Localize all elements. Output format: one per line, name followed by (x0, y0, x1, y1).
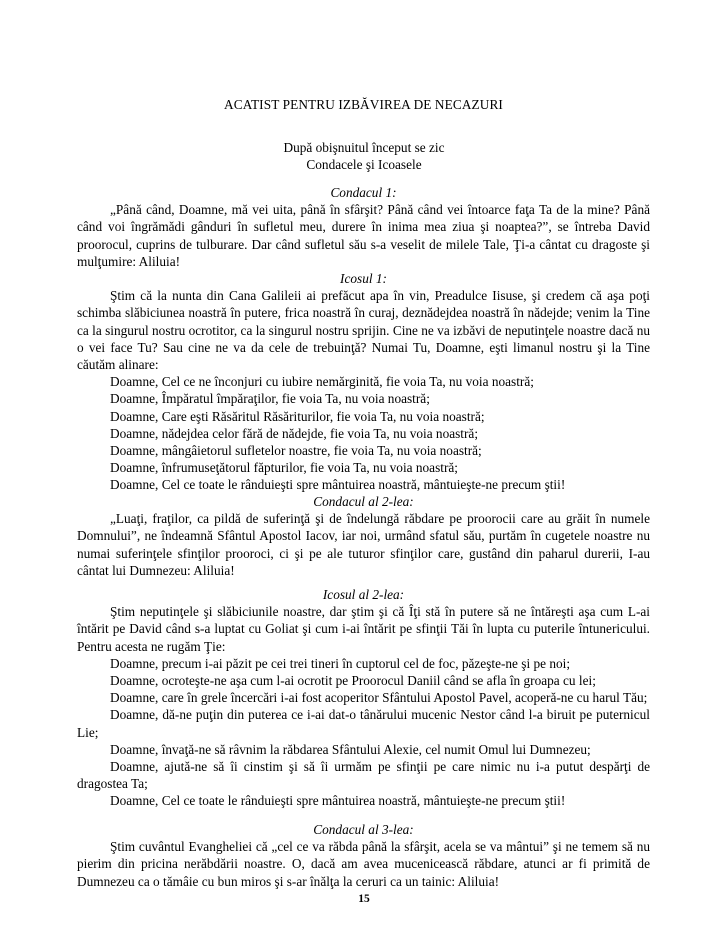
section-condac-3 (77, 821, 650, 890)
intro-line: Condacele şi Icoasele (306, 157, 422, 173)
intro-line: După obişnuitul început se zic (283, 140, 445, 155)
invocation-line: Doamne, înfrumuseţătorul făpturilor, fie voia Ta, nu voia noastră; (110, 460, 458, 476)
invocation-line: Doamne, Cel ce ne înconjuri cu iubire nemărginită, fie voia Ta, nu voia noastră; (110, 374, 534, 390)
section-paragraph: „Până când, Doamne, mă vei uita, până în sfârşit? Până când vei întoarce faţa Ta de la mine? Până când voi îngrămădi gânduri în sufletul meu, durere în inima mea ziua şi noaptea?”, se întreba David proorocul, cuprins de tulburare. Dar când sufletul său s-a veselit de milele Tale, Ţi-a cântat cu dragoste şi mulţumire: Aliluia! (77, 202, 650, 269)
section-condac-1 (77, 184, 650, 270)
section-heading: Icosul al 2-lea: (322, 587, 405, 602)
section-heading: Icosul 1: (340, 271, 387, 286)
invocation-line: Doamne, învaţă-ne să râvnim la răbdarea Sfântului Alexie, cel numit Omul lui Dumnezeu; (110, 741, 591, 757)
invocation-line: Doamne, nădejdea celor fără de nădejde, fie voia Ta, nu voia noastră; (110, 425, 479, 441)
invocation-line: Doamne, care în grele încercări i-ai fost acoperitor Sfântului Apostol Pavel, acoperă-ne cu harul Tău; (110, 690, 648, 706)
section-icos-1 (77, 270, 650, 494)
page-number: 15 (358, 893, 370, 905)
intro-block (0, 139, 728, 173)
invocation-line: Doamne, Împăratul împăraţilor, fie voia Ta, nu voia noastră; (110, 391, 430, 407)
section-condac-2 (77, 493, 650, 579)
invocation-line: Doamne, Care eşti Răsăritul Răsăriturilor, fie voia Ta, nu voia noastră; (110, 408, 485, 424)
section-paragraph: „Luaţi, fraţilor, ca pildă de suferinţă şi de îndelungă răbdare pe proorocii care au grăit în numele Domnului”, ne îndeamnă Sfântul Apostol Iacov, iar noi, urmând sfatul său, purtăm în cugetele noastre nu numai suferinţele sfinţilor prooroci, ci şi pe ale tuturor sfinţilor care, gustând din paharul durerii, I-au cântat lui Dumnezeu: Aliluia! (77, 511, 650, 578)
invocation-line: Doamne, precum i-ai păzit pe cei trei tineri în cuptorul cel de foc, păzeşte-ne şi pe noi; (110, 655, 571, 671)
section-paragraph: Ştim neputinţele şi slăbiciunile noastre, dar ştim şi că Îţi stă în putere să ne întăreşti aşa cum L-ai întărit pe David când s-a luptat cu Goliat şi cum i-ai întărit pe sfinţii Tăi în lupta cu puterile întunericului. Pentru acesta ne rugăm Ţie: (77, 604, 650, 654)
section-paragraph: Ştim că la nunta din Cana Galileii ai prefăcut apa în vin, Preadulce Iisuse, şi credem că aşa poţi schimba slăbiciunea noastră în putere, frica noastră în curaj, deznădejdea noastră în nădejde; venim la Tine ca la singurul nostru ocrotitor, ca la singurul nostru sprijin. Cine ne va izbăvi de neputinţele noastre dacă nu o vei face Tu? Sau cine ne va da cele de trebuinţă? Numai Tu, Doamne, eşti limanul nostru şi la Tine căutăm alinare: (77, 288, 650, 373)
section-icos-2 (77, 586, 650, 810)
invocation-line: Doamne, ocroteşte-ne aşa cum l-ai ocrotit pe Proorocul Daniil când se afla în groapa cu lei; (110, 673, 596, 689)
document-title: ACATIST PENTRU IZBĂVIREA DE NECAZURI (224, 97, 503, 112)
section-heading: Condacul 1: (330, 185, 397, 200)
section-paragraph: Ştim cuvântul Evangheliei că „cel ce va răbda până la sfârşit, acela se va mântui” şi ne temem să nu pierim din pricina nerăbdării noastre. O, dacă am avea mucenicească răbdare, atunci ar fi primită de Dumnezeu ca o tămâie cu bun miros şi s-ar înălţa la ceruri ca un tainic: Aliluia! (77, 839, 650, 889)
section-heading: Condacul al 3-lea: (313, 822, 414, 837)
section-heading: Condacul al 2-lea: (313, 494, 414, 509)
invocation-line: Doamne, Cel ce toate le rânduieşti spre mântuirea noastră, mântuieşte-ne precum ştii! (110, 477, 566, 493)
invocation-line: Doamne, dă-ne puţin din puterea ce i-ai dat-o tânărului mucenic Nestor când l-a biruit pe puternicul Lie; (77, 707, 650, 740)
invocation-line: Doamne, mângâietorul sufletelor noastre, fie voia Ta, nu voia noastră; (110, 443, 482, 459)
invocation-line: Doamne, ajută-ne să îi cinstim şi să îi urmăm pe sfinţii pe care nimic nu i-a putut despărţi de dragostea Ta; (77, 759, 650, 792)
invocation-line: Doamne, Cel ce toate le rânduieşti spre mântuirea noastră, mântuieşte-ne precum ştii! (110, 793, 566, 809)
